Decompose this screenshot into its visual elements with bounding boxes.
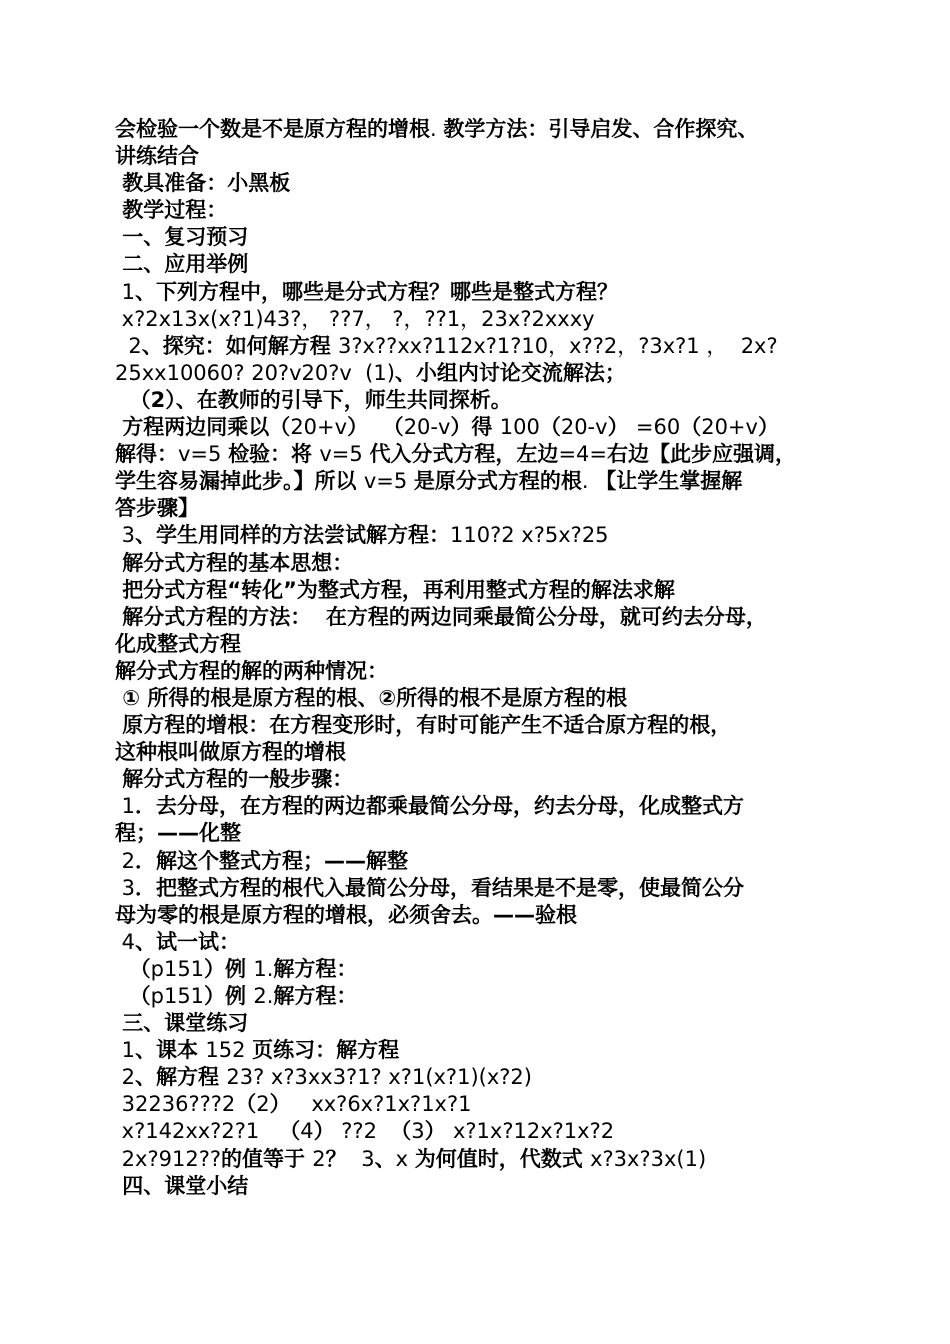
text-run: ） bbox=[424, 1119, 453, 1144]
text-run: xx?6x?1x?1x?1 bbox=[297, 1092, 472, 1117]
text-run: 2. bbox=[253, 984, 274, 1008]
text-run: 方程两边同乘以（ bbox=[115, 415, 291, 440]
text-run: v=5 bbox=[363, 469, 414, 494]
text-run: =60 bbox=[635, 415, 681, 440]
text-line bbox=[115, 360, 845, 387]
text-line bbox=[115, 387, 845, 414]
text-line bbox=[115, 495, 845, 522]
text-run: （ bbox=[279, 1119, 301, 1144]
text-run: 2x?912?? bbox=[115, 1146, 221, 1171]
text-run: 二、应用举例 bbox=[115, 252, 249, 277]
text-line bbox=[115, 197, 845, 224]
text-run: ） bbox=[269, 1092, 298, 1117]
text-run: 2 bbox=[115, 848, 136, 873]
text-line bbox=[115, 577, 845, 604]
text-run: 1. bbox=[253, 956, 274, 981]
text-run: 母为零的根是原方程的增根，必须舍去。——验根 bbox=[115, 902, 577, 927]
text-run: ？ bbox=[325, 1146, 362, 1171]
text-line bbox=[115, 604, 845, 631]
text-line bbox=[115, 1064, 845, 1091]
text-run: ） bbox=[607, 415, 636, 440]
text-run: （ bbox=[390, 1119, 412, 1144]
text-line bbox=[115, 1037, 845, 1064]
text-line bbox=[115, 1091, 845, 1118]
text-run: 三、课堂练习 bbox=[115, 1011, 249, 1036]
text-run: v=5 bbox=[178, 442, 229, 467]
text-line bbox=[115, 1118, 845, 1145]
text-run: 页练习：解方程 bbox=[252, 1038, 400, 1063]
text-run: 解方程： bbox=[273, 984, 358, 1008]
text-run: 代入分式方程，左边 bbox=[369, 442, 559, 467]
text-run: ．去分母，在方程的两边都乘最简公分母，约去分母，化成整式方 bbox=[135, 794, 745, 819]
text-run: ） bbox=[757, 415, 779, 440]
text-run: （2）、在教师的引导下，师生共同探析。 bbox=[115, 387, 512, 412]
text-run: x bbox=[395, 1146, 415, 1171]
text-run: 学生容易漏掉此步。】所以 bbox=[115, 469, 364, 494]
text-run: 3 bbox=[115, 875, 136, 900]
text-run: ） （ bbox=[347, 415, 404, 440]
text-run: 100 bbox=[499, 415, 540, 440]
text-line bbox=[115, 333, 845, 360]
text-run: 检验：将 bbox=[228, 442, 320, 467]
text-line bbox=[115, 983, 845, 1010]
text-run: 3 bbox=[361, 1146, 375, 1171]
text-run: 4 bbox=[300, 1119, 314, 1144]
text-run: 20+v bbox=[290, 415, 348, 440]
text-run: v=5 bbox=[319, 442, 370, 467]
text-run: 答步骤】 bbox=[115, 496, 199, 521]
text-run: （ bbox=[235, 1092, 257, 1117]
text-run: =4= bbox=[558, 442, 607, 467]
text-run: （ bbox=[680, 415, 702, 440]
text-line bbox=[115, 550, 845, 577]
text-line bbox=[115, 820, 845, 847]
text-run: 程；——化整 bbox=[115, 821, 241, 846]
text-line bbox=[115, 658, 845, 685]
text-run: 20-v bbox=[403, 415, 451, 440]
text-run: x?3x?3x(1) bbox=[590, 1146, 707, 1171]
text-line bbox=[115, 712, 845, 739]
text-line bbox=[115, 468, 845, 495]
text-run: 为何值时，代数式 bbox=[414, 1146, 591, 1171]
text-run: 教具准备：小黑板 bbox=[115, 171, 291, 196]
text-line bbox=[115, 224, 845, 251]
text-run: 、探究：如何解方程 bbox=[141, 333, 339, 358]
text-run: 讲练结合 bbox=[115, 144, 199, 169]
text-run: 化成整式方程 bbox=[115, 631, 241, 656]
text-run: 32236???2 bbox=[115, 1092, 236, 1117]
text-run: 20-v bbox=[560, 415, 608, 440]
text-run: 2 bbox=[312, 1146, 326, 1171]
text-run: x?2x13x(x?1)43?， ??7， ?，??1，23x?2xxxy bbox=[115, 306, 595, 331]
text-run: x?142xx?2?1 bbox=[115, 1119, 280, 1144]
text-run: 解分式方程的基本思想： bbox=[115, 550, 354, 575]
text-run: 、解方程 bbox=[135, 1065, 227, 1090]
text-run: 的值等于 bbox=[220, 1146, 313, 1171]
text-run: 这种根叫做原方程的增根 bbox=[115, 740, 346, 765]
text-run: 是原分式方程的根 bbox=[413, 469, 582, 494]
text-line bbox=[115, 956, 845, 983]
text-run: 解方程： bbox=[273, 956, 358, 981]
text-line bbox=[115, 631, 845, 658]
text-run: 、小组内讨论交流解法； bbox=[394, 360, 626, 385]
text-line bbox=[115, 766, 845, 793]
text-line bbox=[115, 902, 845, 929]
text-run: 原方程的增根：在方程变形时，有时可能产生不适合原方程的根， bbox=[115, 713, 732, 738]
text-run: 把分式方程“转化”为整式方程，再利用整式方程的解法求解 bbox=[115, 577, 675, 602]
text-line bbox=[115, 143, 845, 170]
text-run: ① 所得的根是原方程的根、②所得的根不是原方程的根 bbox=[115, 685, 628, 710]
text-run: 、下列方程中，哪些是分式方程？哪些是整式方程？ bbox=[135, 279, 619, 304]
text-run: 、学生用同样的方法尝试解方程： bbox=[135, 523, 451, 548]
text-line bbox=[115, 279, 845, 306]
text-run: p151 bbox=[150, 956, 205, 981]
text-run: 右边【此步应强调， bbox=[607, 442, 796, 467]
text-run: 解得： bbox=[115, 442, 178, 467]
text-run: （ bbox=[115, 956, 151, 981]
text-run: ） bbox=[313, 1119, 335, 1144]
text-run: 25xx10060? 20?v20?v (1) bbox=[115, 360, 395, 385]
text-line bbox=[115, 1146, 845, 1173]
text-run: （ bbox=[115, 984, 151, 1008]
text-line bbox=[115, 793, 845, 820]
text-run: 解分式方程的方法： 在方程的两边同乘最简公分母，就可约去分母， bbox=[115, 604, 767, 629]
text-line bbox=[115, 306, 845, 333]
text-line bbox=[115, 251, 845, 278]
text-line bbox=[115, 414, 845, 441]
text-run: 、课本 bbox=[135, 1038, 206, 1063]
text-line bbox=[115, 170, 845, 197]
text-run: 四、课堂小结 bbox=[115, 1173, 249, 1198]
text-line bbox=[115, 441, 845, 468]
text-run: x?1x?12x?1x?2 bbox=[452, 1119, 615, 1144]
text-run: 解分式方程的一般步骤： bbox=[115, 767, 354, 792]
text-run: ??2 bbox=[334, 1119, 391, 1144]
text-run: 4 bbox=[115, 929, 136, 954]
text-run: . bbox=[430, 117, 444, 141]
text-line bbox=[115, 848, 845, 875]
text-run: 一、复习预习 bbox=[115, 225, 249, 250]
text-line bbox=[115, 116, 845, 143]
text-line bbox=[115, 1010, 845, 1037]
text-run: 3?x??xx?112x?1?10，x??2，?3x?1 ， 2x? bbox=[338, 333, 778, 358]
text-run: 110?2 x?5x?25 bbox=[450, 523, 609, 548]
text-run: . bbox=[581, 469, 596, 494]
document-page bbox=[115, 116, 845, 1200]
text-run: 【让学生掌握解 bbox=[595, 469, 743, 494]
text-run: 3 bbox=[115, 523, 136, 548]
text-run: 1 bbox=[115, 1038, 136, 1063]
text-line bbox=[115, 685, 845, 712]
text-run: ．把整式方程的根代入最简公分母，看结果是不是零，使最简公分 bbox=[135, 875, 745, 900]
text-run: ）得 bbox=[450, 415, 500, 440]
text-run: 2 bbox=[256, 1092, 270, 1117]
text-run: 2 bbox=[115, 1065, 136, 1090]
text-line bbox=[115, 929, 845, 956]
text-run: p151 bbox=[150, 984, 205, 1008]
text-run: 、 bbox=[374, 1146, 396, 1171]
text-run: 20+v bbox=[701, 415, 758, 440]
text-line bbox=[115, 739, 845, 766]
text-run: （ bbox=[539, 415, 561, 440]
text-run: 3 bbox=[411, 1119, 425, 1144]
text-run: ）例 bbox=[204, 984, 254, 1008]
text-run: ．解这个整式方程；——解整 bbox=[135, 848, 409, 873]
text-run: 教学过程： bbox=[115, 198, 228, 223]
text-run: 23? x?3xx3?1? x?1(x?1)(x?2) bbox=[226, 1065, 532, 1090]
text-run: 2 bbox=[115, 333, 142, 358]
text-run: 解分式方程的解的两种情况： bbox=[115, 658, 388, 683]
text-line bbox=[115, 875, 845, 902]
text-run: 152 bbox=[205, 1038, 253, 1063]
text-run: 教学方法：引导启发、合作探究、 bbox=[443, 117, 759, 141]
text-run: ）例 bbox=[204, 956, 254, 981]
text-run: 1 bbox=[115, 279, 136, 304]
text-run: 、试一试： bbox=[135, 929, 241, 954]
text-run: 1 bbox=[115, 794, 136, 819]
text-line bbox=[115, 1173, 845, 1200]
text-line bbox=[115, 522, 845, 549]
text-run: 会检验一个数是不是原方程的增根 bbox=[115, 117, 430, 141]
